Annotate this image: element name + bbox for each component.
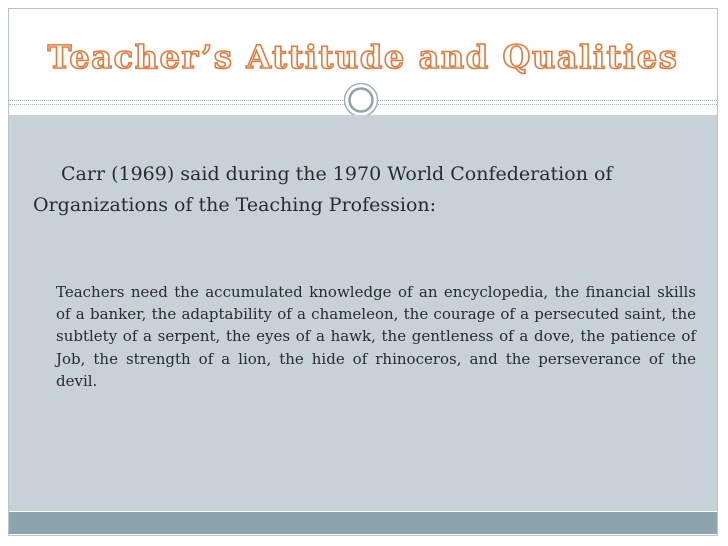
- slide-title: Teacher’s Attitude and Qualities: [47, 38, 679, 76]
- content-area: [9, 115, 717, 511]
- circle-ornament-icon: [343, 82, 379, 118]
- footer-band: [9, 512, 717, 534]
- quote-text: Teachers need the accumulated knowledge of an encyclopedia, the financial skills of a banker, the adaptability of a chameleon, the courage of a persecuted saint, the subtlety of a serpent, the eyes of a hawk, the gentleness of a dove, the patience of Job, the strength of a lion, the hide of rhinoceros, and the perseverance of the devil.: [56, 283, 696, 390]
- intro-text: Carr (1969) said during the 1970 World Confederation of Organizations of the Teaching Profession:: [33, 163, 613, 216]
